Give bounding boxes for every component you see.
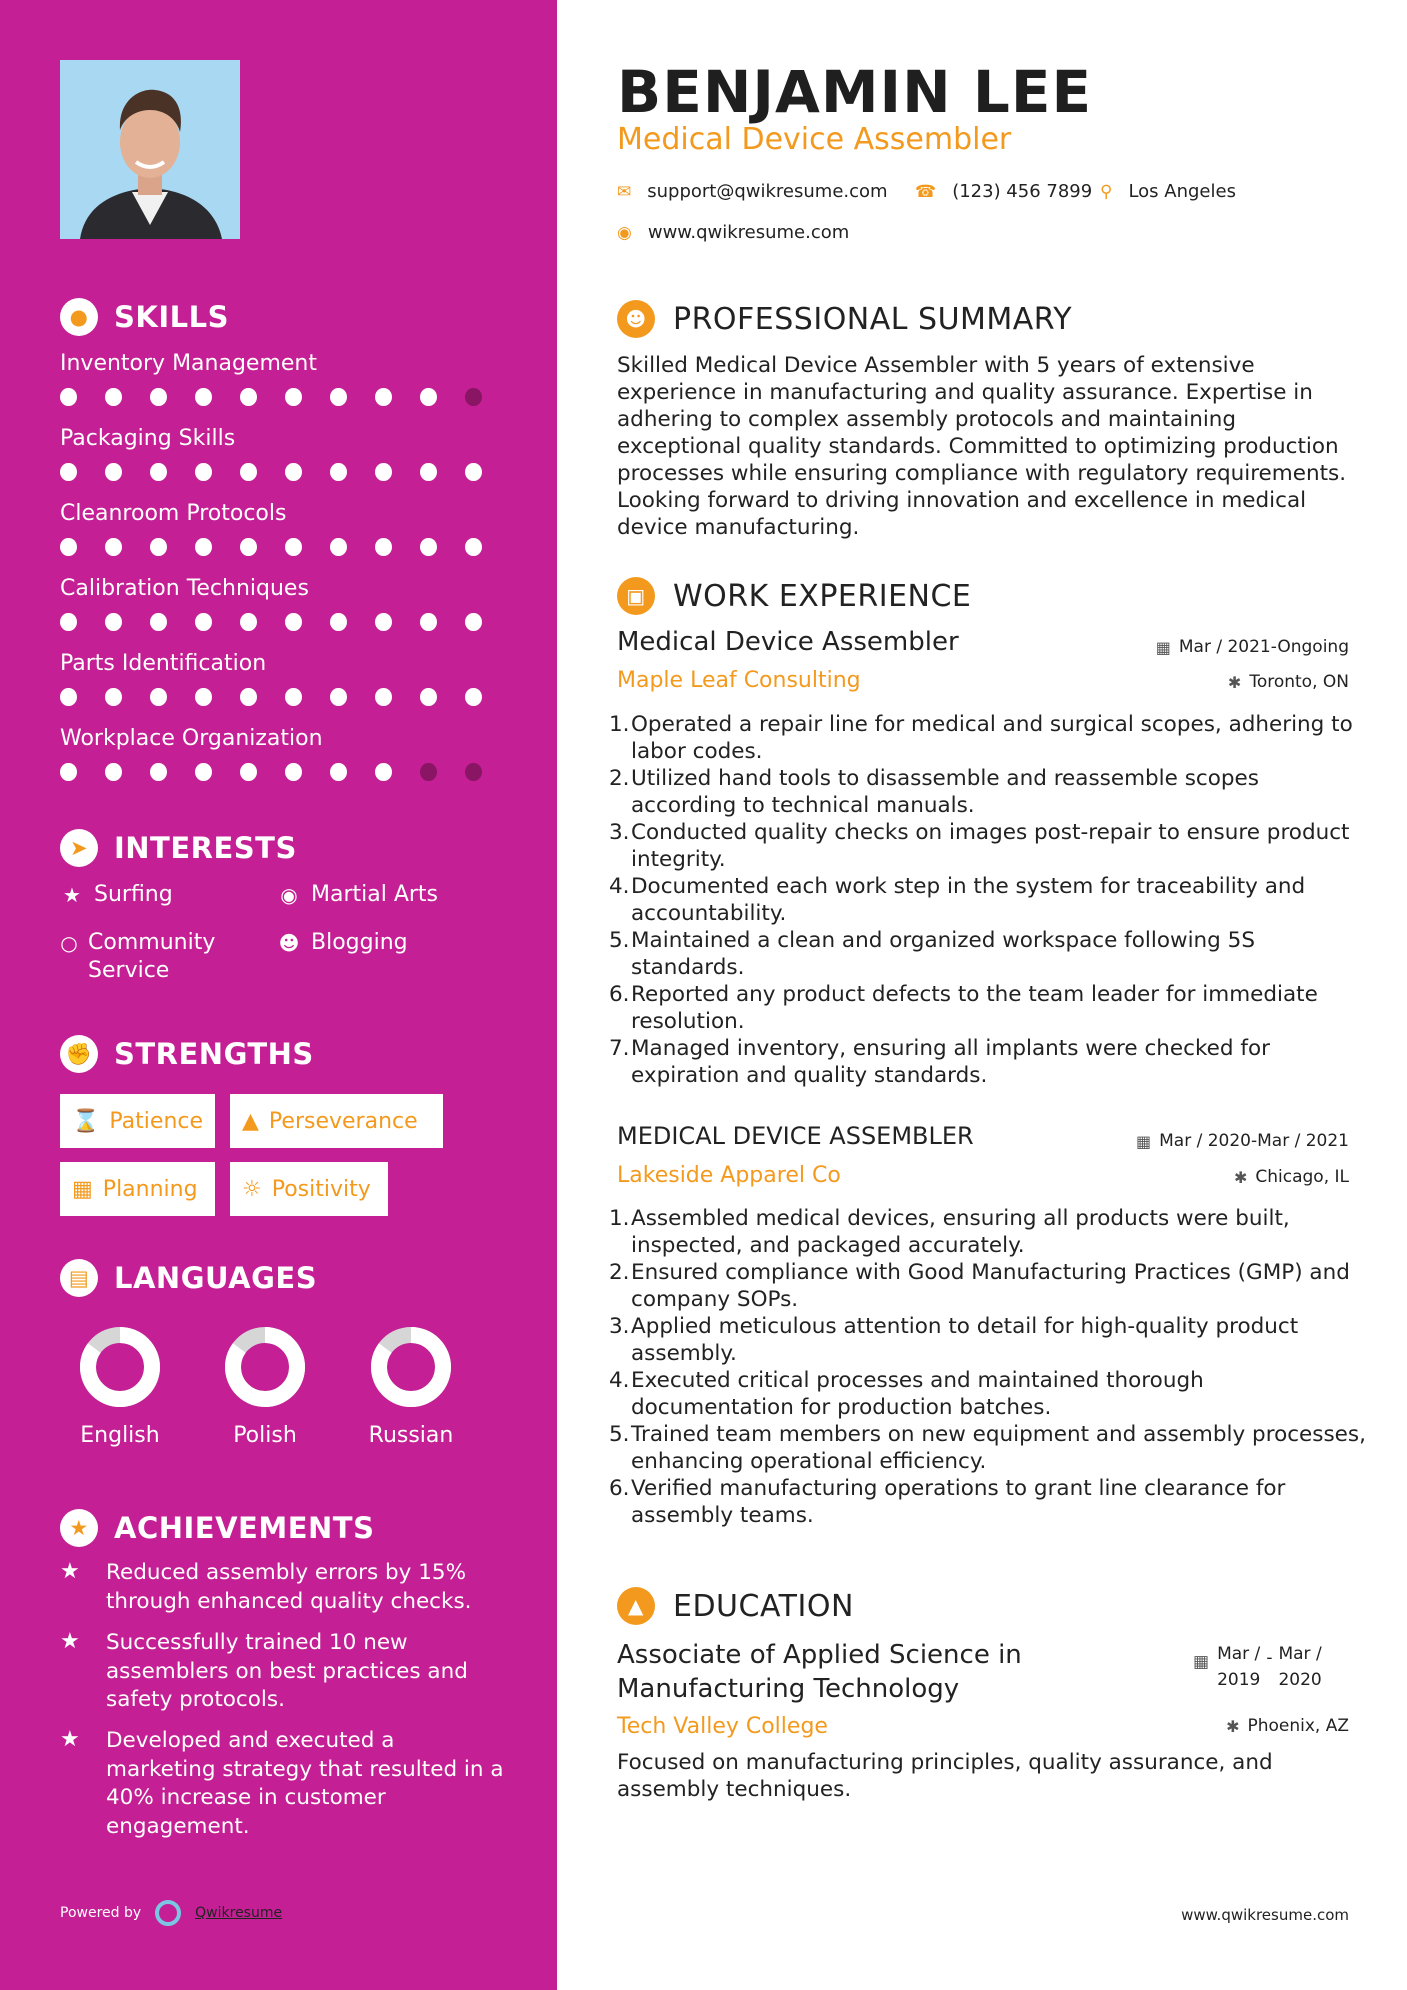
- skill-item: [60, 500, 510, 556]
- rating-dot: [60, 763, 77, 781]
- rating-dot: [375, 613, 392, 631]
- calendar-icon: ▦: [1193, 1652, 1210, 1672]
- rating-dot: [60, 463, 77, 481]
- education-heading: ▲ EDUCATION: [617, 1587, 854, 1625]
- road-icon: ▲: [242, 1108, 259, 1134]
- education-school: Tech Valley College: [617, 1714, 828, 1739]
- list-item: 4. Executed critical processes and maintained thorough documentation for production batches.: [609, 1368, 1204, 1420]
- job-title: MEDICAL DEVICE ASSEMBLER: [617, 1122, 974, 1150]
- skills-heading: ● SKILLS: [60, 298, 229, 336]
- pin-icon: ✱: [1226, 1716, 1240, 1736]
- calendar-icon: ▦: [1135, 1131, 1152, 1151]
- list-item: 1. Assembled medical devices, ensuring all products were built, inspected, and packaged accurately.: [609, 1206, 1290, 1258]
- sidebar: [0, 0, 557, 1990]
- rating-dot: [240, 538, 257, 556]
- rating-dot: [330, 388, 347, 406]
- paper-plane-icon: ➤: [60, 829, 98, 867]
- map-pin-icon: ⚲: [1100, 181, 1113, 202]
- skill-name: Parts Identification: [60, 651, 267, 676]
- rating-dot: [330, 688, 347, 706]
- rating-dot: [195, 463, 212, 481]
- skill-rating: [60, 388, 510, 406]
- list-item: 2. Ensured compliance with Good Manufacturing Practices (GMP) and company SOPs.: [609, 1260, 1350, 1312]
- shooting-star-icon: ★: [60, 1629, 80, 1654]
- language-level-ring: [78, 1325, 162, 1409]
- skill-item: [60, 350, 510, 406]
- profile-photo: [60, 60, 240, 239]
- main-content: [557, 0, 1407, 1990]
- rating-dot: [375, 388, 392, 406]
- footer-url[interactable]: www.qwikresume.com: [1181, 1906, 1349, 1924]
- strengths-heading: ✊ STRENGTHS: [60, 1035, 314, 1073]
- contact-location: ⚲ Los Angeles: [1100, 181, 1236, 202]
- briefcase-icon: ▣: [617, 577, 655, 615]
- list-item: 2. Utilized hand tools to disassemble and reassemble scopes according to technical manuals.: [609, 766, 1259, 818]
- rating-dot: [105, 463, 122, 481]
- rating-dot: [195, 538, 212, 556]
- rating-dot: [105, 763, 122, 781]
- envelope-icon: ✉: [617, 181, 632, 202]
- achievement-item: ★ Reduced assembly errors by 15% through enhanced quality checks.: [60, 1559, 510, 1616]
- rating-dot: [285, 613, 302, 631]
- globe-icon: ◉: [617, 222, 632, 243]
- achievements-heading: ★ ACHIEVEMENTS: [60, 1509, 374, 1547]
- candidate-role: Medical Device Assembler: [617, 122, 1012, 157]
- rating-dot: [240, 688, 257, 706]
- job-dates: ▦ Mar / 2021-Ongoing: [1155, 637, 1349, 657]
- shooting-star-icon: ★: [60, 1727, 80, 1752]
- rating-dot: [330, 463, 347, 481]
- list-item: 4. Documented each work step in the system for traceability and accountability.: [609, 874, 1306, 926]
- language-name: Polish: [233, 1423, 297, 1448]
- list-item: 3. Applied meticulous attention to detail for high-quality product assembly.: [609, 1314, 1299, 1366]
- list-item: 6. Reported any product defects to the team leader for immediate resolution.: [609, 982, 1318, 1034]
- award-icon: ★: [60, 1509, 98, 1547]
- rating-dot: [150, 538, 167, 556]
- skill-item: [60, 575, 510, 631]
- contact-phone[interactable]: ☎ (123) 456 7899: [915, 181, 1093, 202]
- rating-dot: [420, 388, 437, 406]
- skill-rating: [60, 538, 510, 556]
- sun-icon: ☼: [242, 1176, 262, 1202]
- hand-icon: ○: [60, 931, 78, 955]
- rating-dot: [420, 763, 437, 781]
- skill-item: [60, 425, 510, 481]
- achievement-item: ★ Developed and executed a marketing strategy that resulted in a 40% increase in customer engagement.: [60, 1727, 510, 1841]
- rating-dot: [240, 388, 257, 406]
- users-icon: ☻: [278, 931, 300, 955]
- rating-dot: [465, 688, 482, 706]
- rating-dot: [195, 613, 212, 631]
- rating-dot: [195, 388, 212, 406]
- rating-dot: [195, 763, 212, 781]
- rating-dot: [375, 538, 392, 556]
- rating-dot: [60, 388, 77, 406]
- skill-rating: [60, 613, 510, 631]
- rating-dot: [330, 763, 347, 781]
- skill-rating: [60, 463, 510, 481]
- globe-icon: ◉: [280, 883, 298, 907]
- interest-item: ○ Community Service: [60, 930, 216, 983]
- rating-dot: [60, 688, 77, 706]
- rating-dot: [150, 463, 167, 481]
- skill-item: [60, 725, 510, 781]
- rating-dot: [285, 763, 302, 781]
- user-icon: ☻: [617, 300, 655, 338]
- rating-dot: [240, 763, 257, 781]
- rating-dot: [420, 538, 437, 556]
- rating-dot: [465, 538, 482, 556]
- rating-dot: [375, 763, 392, 781]
- job-location: ✱ Chicago, IL: [1233, 1167, 1349, 1187]
- list-item: 5. Maintained a clean and organized workspace following 5S standards.: [609, 928, 1255, 980]
- job-bullets: [609, 1205, 1369, 1529]
- qwikresume-link[interactable]: Qwikresume: [195, 1905, 283, 1921]
- language-level-ring: [369, 1325, 453, 1409]
- candidate-name: BENJAMIN LEE: [617, 58, 1093, 126]
- experience-heading: ▣ WORK EXPERIENCE: [617, 577, 971, 615]
- rating-dot: [465, 388, 482, 406]
- shooting-star-icon: ★: [60, 1559, 80, 1584]
- powered-by: Powered by Qwikresume: [60, 1900, 282, 1926]
- language-icon: ▤: [60, 1259, 98, 1297]
- calendar-icon: ▦: [72, 1176, 93, 1202]
- rating-dot: [285, 463, 302, 481]
- pin-icon: ✱: [1227, 672, 1242, 692]
- rating-dot: [150, 763, 167, 781]
- rating-dot: [285, 388, 302, 406]
- skill-name: Calibration Techniques: [60, 576, 309, 601]
- rating-dot: [420, 463, 437, 481]
- pin-icon: ✱: [1233, 1167, 1248, 1187]
- summary-heading: ☻ PROFESSIONAL SUMMARY: [617, 300, 1072, 338]
- skill-name: Cleanroom Protocols: [60, 501, 287, 526]
- qwikresume-logo-icon: [155, 1900, 181, 1926]
- rating-dot: [465, 613, 482, 631]
- skill-name: Workplace Organization: [60, 726, 323, 751]
- education-description: Focused on manufacturing principles, quality assurance, and assembly techniques.: [617, 1750, 1273, 1802]
- skill-item: [60, 650, 510, 706]
- contact-website[interactable]: ◉ www.qwikresume.com: [617, 222, 850, 243]
- rating-dot: [330, 613, 347, 631]
- hourglass-icon: ⌛: [72, 1108, 100, 1134]
- rating-dot: [465, 763, 482, 781]
- skill-name: Inventory Management: [60, 351, 317, 376]
- job-bullets: [609, 711, 1369, 1089]
- interests-heading: ➤ INTERESTS: [60, 829, 297, 867]
- language-name: English: [80, 1423, 160, 1448]
- list-item: 5. Trained team members on new equipment and assembly processes, enhancing operational efficiency.: [609, 1422, 1366, 1474]
- education-location: ✱ Phoenix, AZ: [1226, 1716, 1349, 1736]
- rating-dot: [105, 613, 122, 631]
- language-item: [195, 1325, 335, 1448]
- language-item: [50, 1325, 190, 1448]
- rating-dot: [240, 463, 257, 481]
- rating-dot: [330, 538, 347, 556]
- rating-dot: [285, 538, 302, 556]
- job-location: ✱ Toronto, ON: [1227, 672, 1349, 692]
- education-dates: ▦ Mar / 2019 - Mar / 2020: [1193, 1641, 1322, 1693]
- rating-dot: [60, 613, 77, 631]
- strength-badge: ⌛ Patience: [60, 1094, 215, 1148]
- interest-item: ☻ Blogging: [278, 930, 408, 955]
- education-degree: Associate of Applied Science in Manufacturing Technology: [617, 1640, 1022, 1704]
- rating-dot: [150, 388, 167, 406]
- rating-dot: [60, 538, 77, 556]
- rating-dot: [465, 463, 482, 481]
- achievement-item: ★ Successfully trained 10 new assemblers on best practices and safety protocols.: [60, 1629, 510, 1715]
- rating-dot: [240, 613, 257, 631]
- phone-icon: ☎: [915, 181, 937, 202]
- interest-item: ◉ Martial Arts: [277, 881, 438, 909]
- job-dates: ▦ Mar / 2020-Mar / 2021: [1135, 1131, 1349, 1151]
- rating-dot: [285, 688, 302, 706]
- star-icon: ★: [63, 883, 81, 907]
- calendar-icon: ▦: [1155, 637, 1171, 657]
- list-item: 6. Verified manufacturing operations to grant line clearance for assembly teams.: [609, 1476, 1286, 1528]
- summary-text: Skilled Medical Device Assembler with 5 years of extensive experience in manufacturing and quality assurance. Expertise in adhering to complex assembly protocols and maintaining exceptional quality standards. Committed to optimizing production processes while ensuring compliance with regulatory requirements. Looking forward to driving innovation and excellence in medical device manufacturing.: [617, 353, 1347, 540]
- language-level-ring: [223, 1325, 307, 1409]
- fist-icon: ✊: [60, 1035, 98, 1073]
- rating-dot: [150, 613, 167, 631]
- languages-heading: ▤ LANGUAGES: [60, 1259, 317, 1297]
- graduation-icon: ▲: [617, 1587, 655, 1625]
- job-company: Lakeside Apparel Co: [617, 1163, 841, 1188]
- rating-dot: [420, 613, 437, 631]
- interest-item: ★ Surfing: [60, 881, 173, 909]
- contact-email[interactable]: ✉ support@qwikresume.com: [617, 181, 888, 202]
- language-item: [341, 1325, 481, 1448]
- list-item: 1. Operated a repair line for medical and surgical scopes, adhering to labor codes.: [609, 712, 1353, 764]
- rating-dot: [375, 463, 392, 481]
- skill-rating: [60, 763, 510, 781]
- rating-dot: [105, 688, 122, 706]
- strength-badge: ▦ Planning: [60, 1162, 215, 1216]
- job-company: Maple Leaf Consulting: [617, 668, 861, 693]
- skill-name: Packaging Skills: [60, 426, 236, 451]
- lightbulb-icon: ●: [60, 298, 98, 336]
- strength-badge: ▲ Perseverance: [230, 1094, 443, 1148]
- language-name: Russian: [368, 1423, 454, 1448]
- strength-badge: ☼ Positivity: [230, 1162, 388, 1216]
- rating-dot: [150, 688, 167, 706]
- list-item: 3. Conducted quality checks on images post-repair to ensure product integrity.: [609, 820, 1350, 872]
- list-item: 7. Managed inventory, ensuring all implants were checked for expiration and quality standards.: [609, 1036, 1270, 1088]
- skill-rating: [60, 688, 510, 706]
- rating-dot: [375, 688, 392, 706]
- rating-dot: [195, 688, 212, 706]
- job-title: Medical Device Assembler: [617, 627, 959, 657]
- rating-dot: [105, 538, 122, 556]
- rating-dot: [105, 388, 122, 406]
- rating-dot: [420, 688, 437, 706]
